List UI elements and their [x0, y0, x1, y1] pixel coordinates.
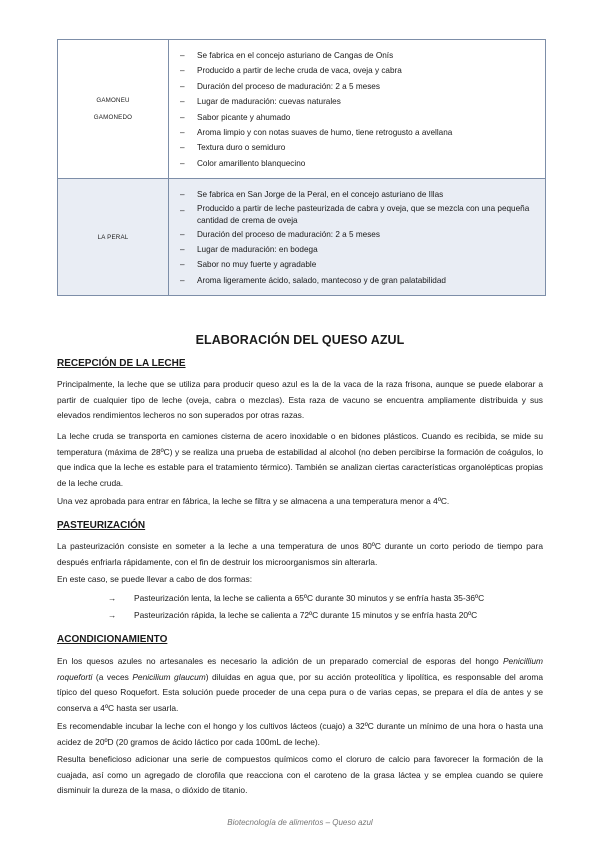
feature-item-text: – Producido a partir de leche pasteurizada de cabra y oveja, que se mezcla con una pequeña cantidad de crema de oveja	[197, 203, 530, 225]
feature-item: – Lugar de maduración: en bodega	[180, 242, 538, 257]
paragraph: Una vez aprobada para entrar en fábrica, la leche se filtra y se almacena a una temperatura menor a 4ºC.	[57, 496, 450, 506]
cheese-table	[57, 39, 546, 296]
feature-item	[180, 203, 538, 227]
paragraph: Principalmente, la leche que se utiliza para producir queso azul es la de la vaca de la raza frisona, aunque se puede elaborar a partir de cualquier tipo de leche (oveja, cabra o mezclas). Esta raza de vacuno se encuentra ampliamente distribuida y sus elevados rendimientos lecheros no son superados por otras razas.	[57, 379, 543, 420]
feature-item: – Se fabrica en el concejo asturiano de Cangas de Onís	[180, 48, 538, 63]
section-heading-pasteurizacion: PASTEURIZACIÓN	[57, 520, 146, 531]
list-item: → Pasteurización lenta, la leche se calienta a 65ºC durante 30 minutos y se enfría hasta 35-36ºC	[108, 590, 484, 607]
feature-item: – Aroma ligeramente ácido, salado, mantecoso y de gran palatabilidad	[180, 273, 538, 288]
cheese-name-cell	[58, 40, 169, 179]
species-name: Penicillium roqueforti	[57, 656, 543, 682]
feature-item: – Textura duro o semiduro	[180, 140, 538, 155]
feature-item: – Sabor picante y ahumado	[180, 110, 538, 125]
feature-item: – Lugar de maduración: cuevas naturales	[180, 94, 538, 109]
paragraph: En este caso, se puede llevar a cabo de dos formas:	[57, 574, 253, 584]
cheese-name-line: LA PERAL	[97, 233, 129, 241]
paragraph: La leche cruda se transporta en camiones cisterna de acero inoxidable o en bidones plásticos. Cuando es recibida, se mide su temperatura (máxima de 28ºC) y se realiza una prueba de estabilidad al alcohol (no deben percibirse la formación de coágulos, lo que indica que la leche es estable para el tratamiento térmico). También se analizan ciertas características organolépticas propias de la leche cruda.	[57, 431, 543, 488]
section-heading-recepcion: RECEPCIÓN DE LA LECHE	[57, 358, 186, 369]
feature-item: – Se fabrica en San Jorge de la Peral, en el concejo asturiano de Illas	[180, 187, 538, 202]
pasteurization-methods-list	[108, 590, 484, 624]
cheese-name-line: GAMONEDO	[93, 114, 133, 122]
paragraph-text: En los quesos azules no artesanales es necesario la adición de un preparado comercial de esporas del hongo	[57, 656, 503, 666]
page-footer: Biotecnología de alimentos – Queso azul	[227, 818, 373, 827]
cheese-features-cell	[169, 179, 546, 296]
feature-item: – Sabor no muy fuerte y agradable	[180, 257, 538, 272]
feature-list	[170, 41, 544, 177]
feature-item: – Color amarillento blanquecino	[180, 156, 538, 171]
page-title: ELABORACIÓN DEL QUESO AZUL	[195, 333, 405, 347]
paragraph	[57, 654, 543, 716]
section-heading-acondicionamiento: ACONDICIONAMIENTO	[57, 634, 168, 645]
feature-list	[170, 180, 544, 294]
feature-item: – Duración del proceso de maduración: 2 a 5 meses	[180, 227, 538, 242]
cheese-name-cell	[58, 179, 169, 296]
paragraph: Resulta beneficioso adicionar una serie de compuestos químicos como el cloruro de calcio para favorecer la formación de la cuajada, así como un agregado de clorofila que reacciona con el caroteno de la grasa láctea y se emplea cuando se quiere disminuir la dureza de la masa, o dióxido de titanio.	[57, 754, 543, 795]
paragraph: Es recomendable incubar la leche con el hongo y los cultivos lácteos (cuajo) a 32ºC durante un mínimo de una hora o hasta una acidez de 20ºD (20 gramos de ácido láctico por cada 100mL de leche).	[57, 721, 543, 747]
paragraph-text: (a veces	[92, 671, 133, 682]
table-row-la-peral	[58, 179, 546, 296]
feature-item: – Producido a partir de leche cruda de vaca, oveja y cabra	[180, 63, 538, 78]
cheese-name-line: GAMONEU	[96, 97, 130, 105]
feature-item: – Aroma limpio y con notas suaves de humo, tiene retrogusto a avellana	[180, 125, 538, 140]
paragraph: La pasteurización consiste en someter a la leche a una temperatura de unos 80ºC durante un corto periodo de tiempo para después enfriarla rápidamente, con el fin de destruir los microorganismos sin alterarla.	[57, 541, 543, 567]
table-row-gamoneu	[58, 40, 546, 179]
list-item: → Pasteurización rápida, la leche se calienta a 72ºC durante 15 minutos y se enfría hasta 20ºC	[108, 607, 484, 624]
species-name: Penicilium glaucum	[132, 671, 206, 682]
paragraph-text: ) diluidas en agua que, por su acción proteolítica y lipolítica, es responsable del aroma típico del queso Roquefort. Esta solución puede proceder de una cepa pura o de varias cepas, se prepara el día de antes y se conserva a 4ºC hasta ser usarla.	[57, 671, 543, 713]
cheese-features-cell	[169, 40, 546, 179]
feature-item: – Duración del proceso de maduración: 2 a 5 meses	[180, 79, 538, 94]
